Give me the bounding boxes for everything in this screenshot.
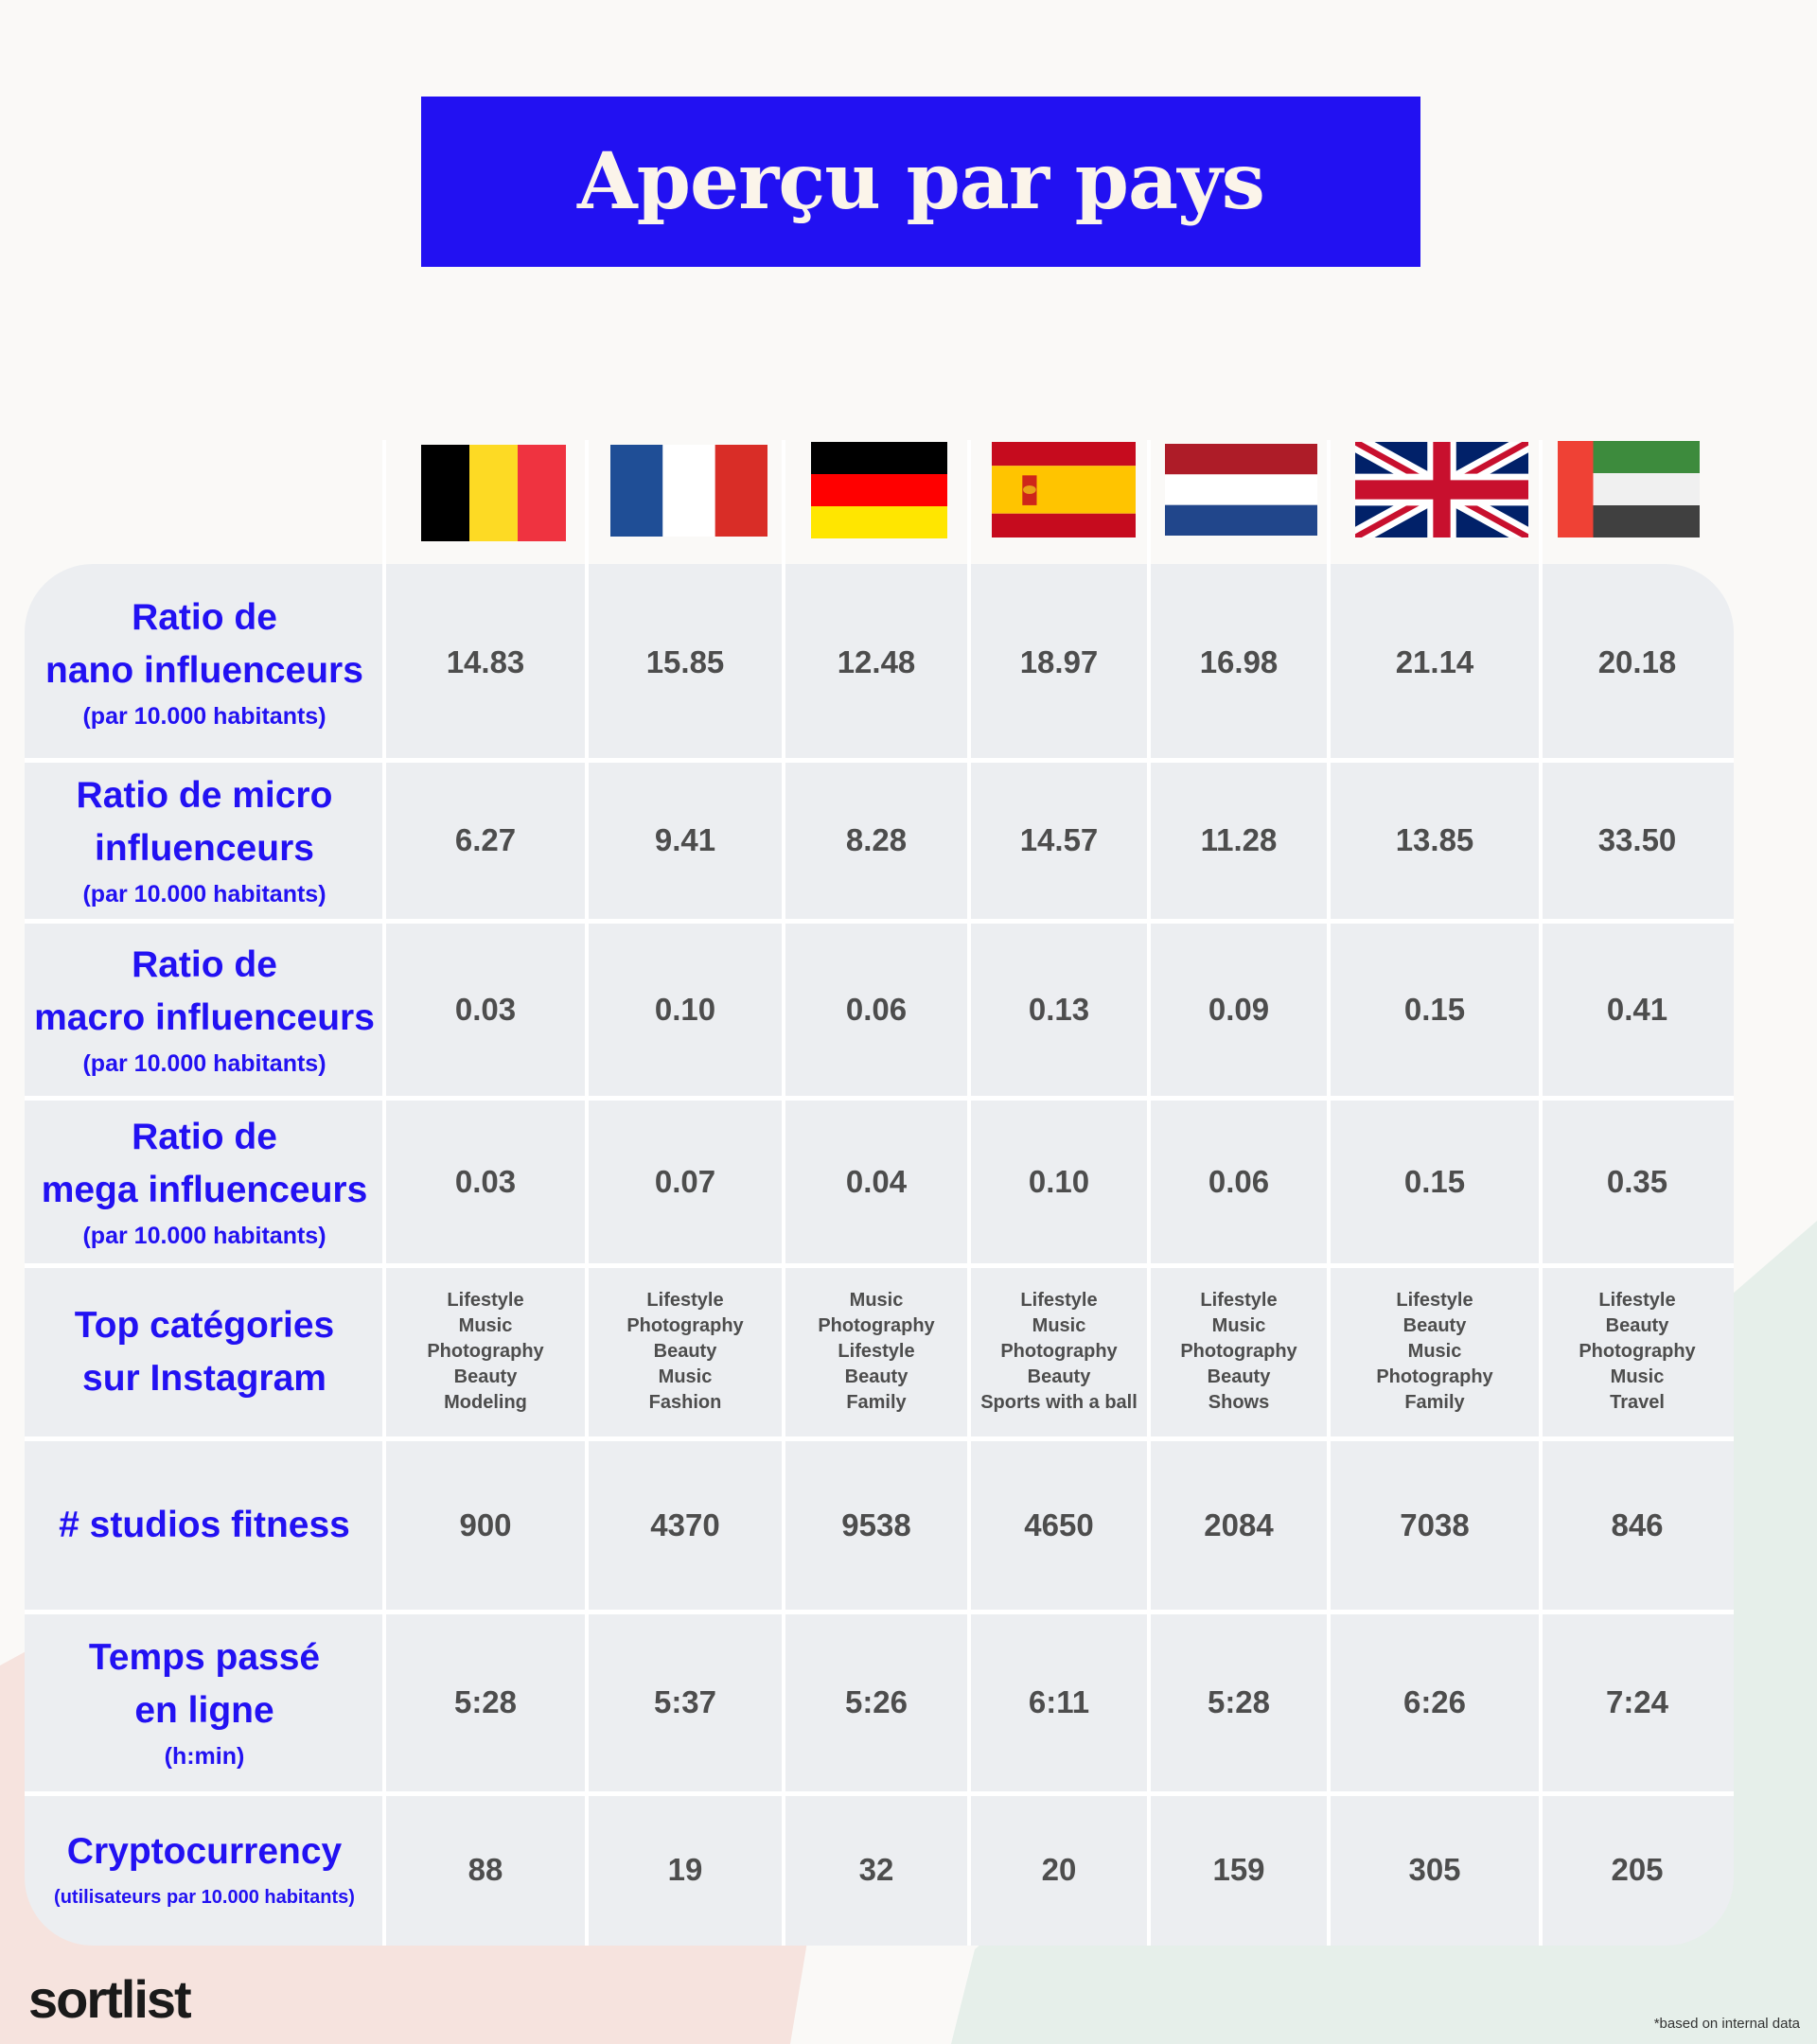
category-item: Beauty — [1605, 1315, 1669, 1336]
cell-value: 19 — [667, 1851, 703, 1887]
value-cell — [587, 1438, 784, 1612]
row-label-unit: (h:min) — [164, 1743, 245, 1770]
category-item: Family — [1404, 1392, 1465, 1413]
value-cell — [384, 1612, 587, 1793]
cell-value: 14.83 — [446, 643, 525, 679]
row-label — [25, 921, 384, 1098]
category-item: Beauty — [844, 1366, 908, 1387]
value-cell — [1541, 921, 1734, 1098]
cell-value: 16.98 — [1199, 643, 1279, 679]
category-item: Beauty — [453, 1366, 518, 1387]
category-item: Fashion — [648, 1392, 722, 1413]
row-label-line: Ratio de micro — [76, 775, 333, 816]
category-item: Beauty — [653, 1341, 717, 1362]
category-item: Family — [846, 1392, 907, 1413]
row-label — [25, 564, 384, 760]
value-cell — [1149, 921, 1329, 1098]
cell-value: 5:26 — [844, 1684, 908, 1719]
category-item: Beauty — [1402, 1315, 1467, 1336]
cell-value: 6:26 — [1402, 1684, 1467, 1719]
cell-value: 12.48 — [837, 643, 916, 679]
cell-value: 0.13 — [1028, 991, 1090, 1027]
value-cell — [969, 1098, 1149, 1265]
row-label-unit: (par 10.000 habitants) — [82, 881, 326, 907]
row-label-line: macro influenceurs — [34, 996, 375, 1038]
value-cell — [969, 1438, 1149, 1612]
cell-value: 6:11 — [1028, 1684, 1090, 1719]
category-item: Photography — [1000, 1341, 1118, 1362]
value-cell — [1541, 564, 1734, 760]
row-label-line: en ligne — [134, 1690, 274, 1731]
row-label-line: Top catégories — [74, 1304, 335, 1346]
france-flag — [610, 445, 767, 537]
cell-value: 15.85 — [645, 643, 725, 679]
category-list — [587, 1265, 784, 1438]
category-item: Lifestyle — [447, 1290, 524, 1311]
cell-value: 2084 — [1204, 1507, 1274, 1542]
category-item: Photography — [626, 1315, 744, 1336]
value-cell — [1329, 1098, 1541, 1265]
value-cell — [1541, 1438, 1734, 1612]
category-item: Music — [458, 1315, 513, 1336]
row-label — [25, 1793, 384, 1946]
row-label-line: nano influenceurs — [45, 649, 363, 691]
cell-value: 32 — [858, 1851, 894, 1887]
value-cell — [1149, 760, 1329, 921]
value-cell — [587, 1612, 784, 1793]
value-cell — [784, 1098, 969, 1265]
category-item: Beauty — [1027, 1366, 1091, 1387]
category-item: Lifestyle — [838, 1341, 915, 1362]
cell-value: 4650 — [1024, 1507, 1094, 1542]
category-item: Music — [1610, 1366, 1665, 1387]
netherlands-flag — [1165, 444, 1317, 536]
cell-value: 9.41 — [654, 822, 716, 857]
cell-value: 6.27 — [454, 822, 517, 857]
cell-value: 0.04 — [845, 1163, 908, 1199]
value-cell — [1329, 564, 1541, 760]
category-item: Beauty — [1207, 1366, 1271, 1387]
category-item: Photography — [1180, 1341, 1297, 1362]
category-list — [1149, 1265, 1329, 1438]
value-cell — [1329, 760, 1541, 921]
cell-value: 88 — [467, 1851, 503, 1887]
cell-value: 13.85 — [1395, 822, 1474, 857]
value-cell — [1329, 1438, 1541, 1612]
value-cell — [969, 564, 1149, 760]
column-divider — [382, 440, 386, 564]
category-item: Photography — [1579, 1341, 1696, 1362]
cell-value: 18.97 — [1019, 643, 1099, 679]
column-divider — [1327, 440, 1331, 564]
category-list — [969, 1265, 1149, 1438]
cell-value: 305 — [1408, 1851, 1461, 1887]
value-cell — [587, 564, 784, 760]
value-cell — [1329, 1612, 1541, 1793]
cell-value: 7038 — [1400, 1507, 1470, 1542]
value-cell — [1149, 1793, 1329, 1946]
category-item: Photography — [818, 1315, 935, 1336]
united-kingdom-flag — [1355, 442, 1528, 537]
category-item: Photography — [427, 1341, 544, 1362]
cell-value: 0.03 — [454, 991, 517, 1027]
cell-value: 0.06 — [1208, 1163, 1270, 1199]
value-cell — [1149, 1612, 1329, 1793]
cell-value: 5:37 — [653, 1684, 717, 1719]
title-banner — [421, 97, 1420, 267]
value-cell — [587, 921, 784, 1098]
value-cell — [784, 760, 969, 921]
cell-value: 8.28 — [845, 822, 908, 857]
value-cell — [384, 1438, 587, 1612]
value-cell — [384, 1793, 587, 1946]
category-item: Lifestyle — [646, 1290, 724, 1311]
cell-value: 5:28 — [1207, 1684, 1271, 1719]
cell-value: 0.07 — [654, 1163, 716, 1199]
category-item: Lifestyle — [1598, 1290, 1676, 1311]
row-label-line: Ratio de — [132, 1116, 277, 1157]
value-cell — [587, 1098, 784, 1265]
category-item: Music — [1032, 1315, 1086, 1336]
cell-value: 0.15 — [1403, 991, 1466, 1027]
value-cell — [969, 760, 1149, 921]
cell-value: 205 — [1611, 1851, 1664, 1887]
value-cell — [1329, 921, 1541, 1098]
value-cell — [1541, 760, 1734, 921]
spain-flag — [992, 442, 1136, 537]
cell-value: 0.35 — [1606, 1163, 1668, 1199]
category-item: Shows — [1208, 1392, 1270, 1413]
cell-value: 33.50 — [1597, 822, 1677, 857]
row-label-line: Temps passé — [88, 1637, 321, 1678]
page-title: Aperçu par pays — [577, 136, 1264, 227]
column-divider — [967, 440, 971, 564]
cell-value: 159 — [1212, 1851, 1265, 1887]
category-item: Music — [658, 1366, 713, 1387]
cell-value: 5:28 — [453, 1684, 518, 1719]
category-list — [1329, 1265, 1541, 1438]
cell-value: 0.10 — [654, 991, 716, 1027]
row-label-line: Cryptocurrency — [66, 1830, 343, 1872]
value-cell — [1541, 1793, 1734, 1946]
footnote: *based on internal data — [1653, 2016, 1800, 2032]
cell-value: 20 — [1041, 1851, 1077, 1887]
category-item: Lifestyle — [1200, 1290, 1278, 1311]
cell-value: 4370 — [650, 1507, 720, 1542]
value-cell — [587, 1793, 784, 1946]
cell-value: 0.41 — [1606, 991, 1668, 1027]
value-cell — [784, 1438, 969, 1612]
cell-value: 846 — [1611, 1507, 1664, 1542]
value-cell — [384, 564, 587, 760]
cell-value: 0.03 — [454, 1163, 517, 1199]
value-cell — [1329, 1793, 1541, 1946]
row-label-line: mega influenceurs — [41, 1169, 368, 1210]
uae-flag — [1558, 441, 1700, 537]
row-label — [25, 1265, 384, 1438]
cell-value: 21.14 — [1395, 643, 1474, 679]
cell-value: 0.06 — [845, 991, 908, 1027]
column-divider — [1147, 440, 1151, 564]
cell-value: 0.10 — [1028, 1163, 1090, 1199]
value-cell — [1149, 564, 1329, 760]
value-cell — [1149, 1438, 1329, 1612]
cell-value: 900 — [459, 1507, 512, 1542]
value-cell — [384, 1098, 587, 1265]
category-item: Lifestyle — [1396, 1290, 1473, 1311]
belgium-flag — [421, 445, 566, 541]
row-label — [25, 1098, 384, 1265]
category-item: Travel — [1610, 1392, 1665, 1413]
brand-logo: sortlist — [28, 1969, 190, 2029]
row-label — [25, 1438, 384, 1612]
row-label-unit: (par 10.000 habitants) — [82, 702, 326, 730]
category-item: Music — [849, 1290, 904, 1311]
value-cell — [969, 1612, 1149, 1793]
row-label — [25, 760, 384, 921]
value-cell — [969, 921, 1149, 1098]
value-cell — [784, 564, 969, 760]
column-divider — [585, 440, 589, 564]
category-list — [384, 1265, 587, 1438]
cell-value: 0.09 — [1208, 991, 1270, 1027]
row-label-line: sur Instagram — [82, 1357, 326, 1399]
category-item: Lifestyle — [1020, 1290, 1098, 1311]
category-list — [784, 1265, 969, 1438]
category-item: Music — [1211, 1315, 1266, 1336]
category-item: Modeling — [444, 1392, 527, 1413]
row-label-line: Ratio de — [132, 596, 277, 638]
value-cell — [1541, 1612, 1734, 1793]
cell-value: 20.18 — [1597, 643, 1677, 679]
row-label-unit: (utilisateurs par 10.000 habitants) — [54, 1886, 355, 1908]
category-item: Photography — [1376, 1366, 1493, 1387]
value-cell — [784, 1612, 969, 1793]
cell-value: 7:24 — [1605, 1684, 1669, 1719]
cell-value: 11.28 — [1200, 822, 1278, 857]
row-label-line: influenceurs — [95, 828, 314, 869]
row-label-unit: (par 10.000 habitants) — [82, 1049, 326, 1077]
category-list — [1541, 1265, 1734, 1438]
row-label — [25, 1612, 384, 1793]
value-cell — [969, 1793, 1149, 1946]
row-label-unit: (par 10.000 habitants) — [82, 1222, 326, 1249]
cell-value: 9538 — [841, 1507, 911, 1542]
value-cell — [587, 760, 784, 921]
germany-flag — [811, 442, 947, 538]
row-label-line: # studios fitness — [59, 1504, 350, 1545]
cell-value: 0.15 — [1403, 1163, 1466, 1199]
value-cell — [784, 1793, 969, 1946]
value-cell — [1541, 1098, 1734, 1265]
value-cell — [384, 921, 587, 1098]
column-divider — [782, 440, 785, 564]
value-cell — [1149, 1098, 1329, 1265]
category-item: Sports with a ball — [980, 1392, 1138, 1413]
column-divider — [1539, 440, 1543, 564]
cell-value: 14.57 — [1019, 822, 1099, 857]
category-item: Music — [1407, 1341, 1462, 1362]
row-label-line: Ratio de — [132, 943, 277, 985]
value-cell — [784, 921, 969, 1098]
value-cell — [384, 760, 587, 921]
